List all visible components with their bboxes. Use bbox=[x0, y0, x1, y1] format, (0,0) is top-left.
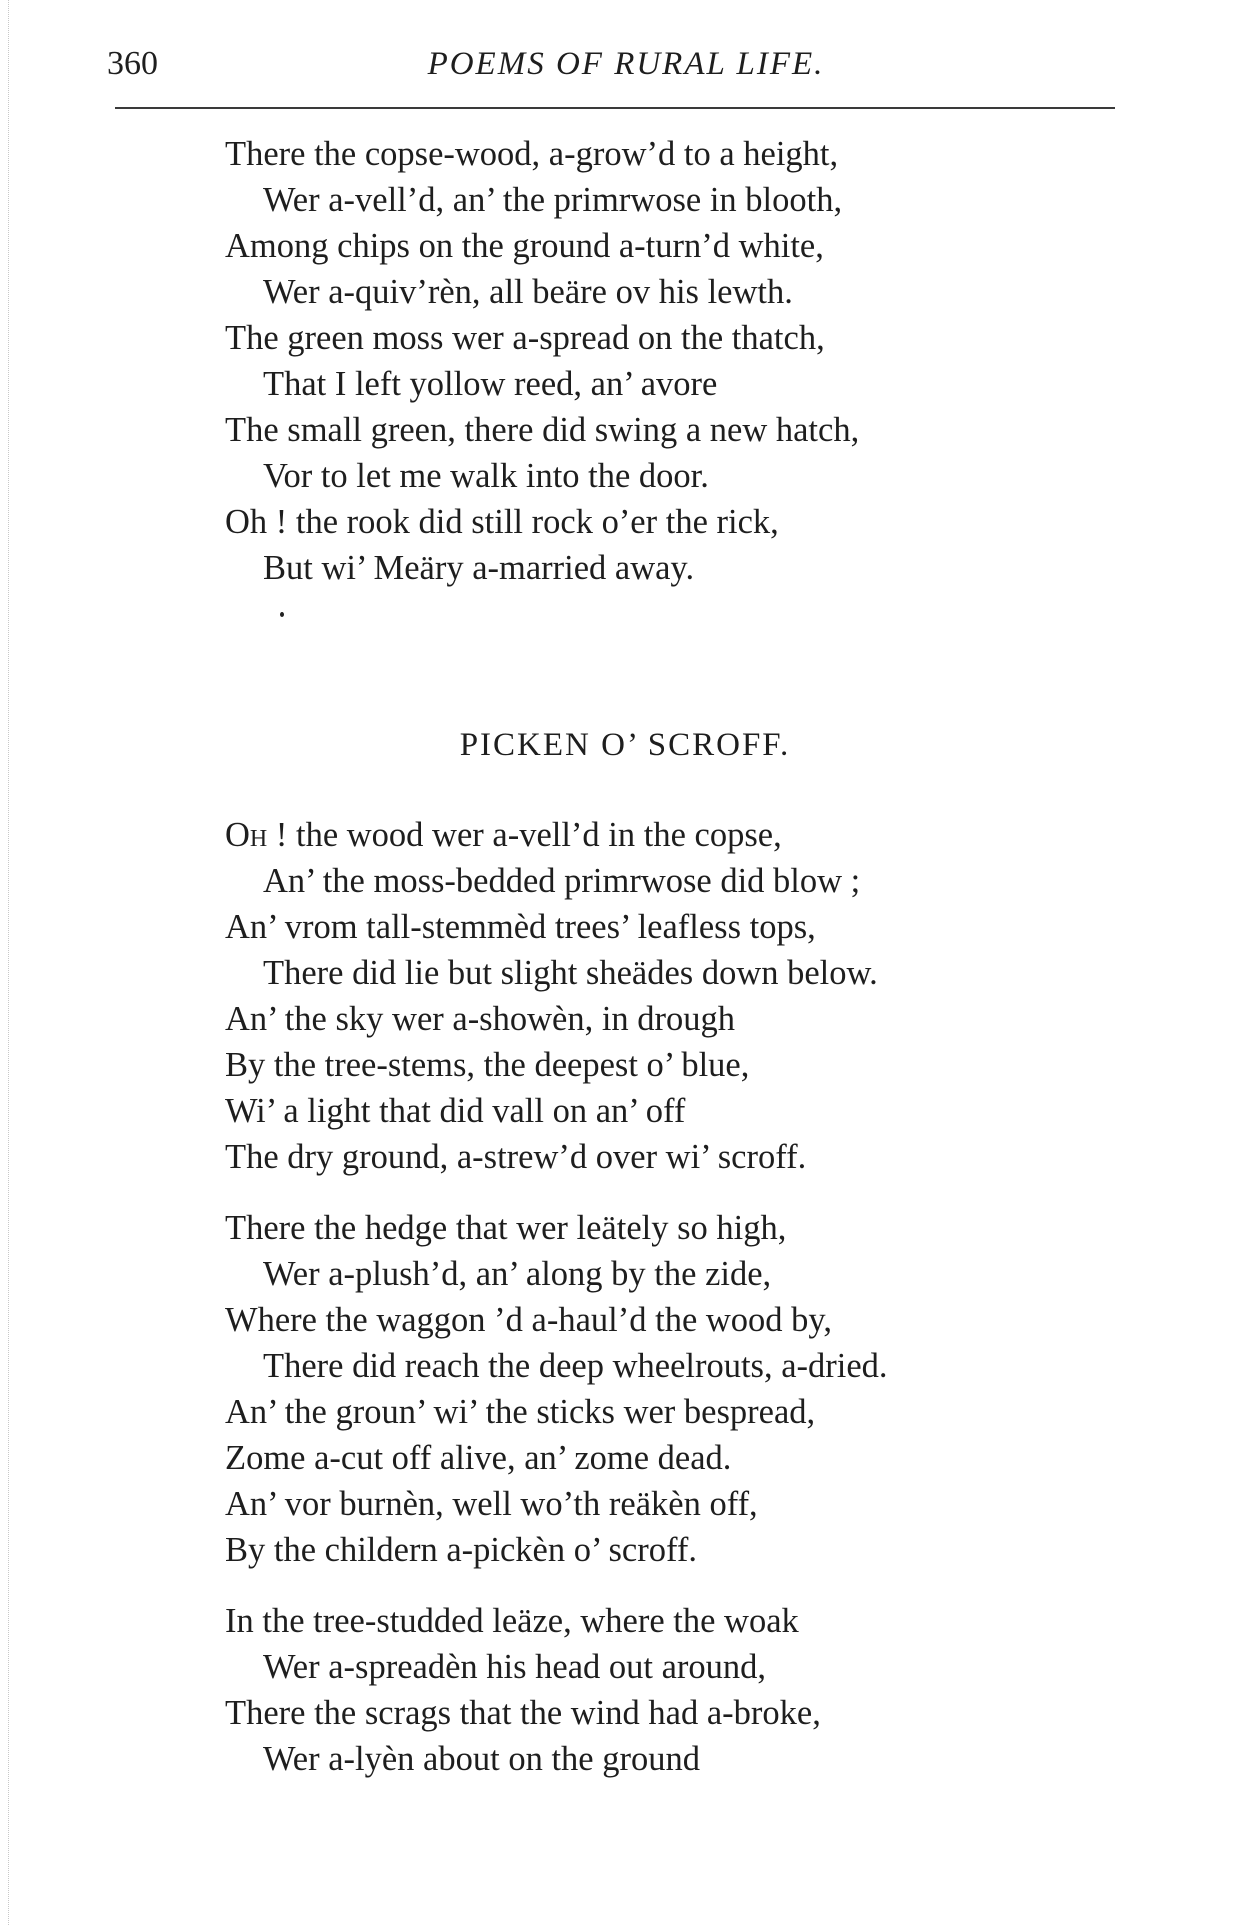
verse-line: But wi’ Meäry a-married away. bbox=[263, 549, 695, 587]
verse-line: There the hedge that wer leätely so high, bbox=[225, 1209, 787, 1247]
verse-line: By the tree-stems, the deepest o’ blue, bbox=[225, 1046, 750, 1084]
verse-line: Wer a-spreadèn his head out around, bbox=[263, 1648, 767, 1686]
verse-line: Among chips on the ground a-turn’d white, bbox=[225, 227, 824, 265]
verse-line: The green moss wer a-spread on the thatch, bbox=[225, 319, 825, 357]
verse-line: An’ vor burnèn, well wo’th reäkèn off, bbox=[225, 1485, 758, 1523]
stanza-2 bbox=[0, 1205, 1242, 1573]
poem-title: PICKEN O’ SCROFF. bbox=[459, 727, 791, 763]
verse-line: That I left yollow reed, an’ avore bbox=[263, 365, 718, 403]
verse-line-rest: ! the wood wer a-vell’d in the copse, bbox=[267, 816, 782, 854]
stanza-3 bbox=[0, 1598, 1242, 1782]
verse-line bbox=[0, 812, 1242, 858]
verse-line: Wer a-plush’d, an’ along by the zide, bbox=[263, 1255, 772, 1293]
verse-line: In the tree-studded leäze, where the woak bbox=[225, 1602, 799, 1640]
verse-line: Where the waggon ’d a-haul’d the wood by, bbox=[225, 1301, 833, 1339]
verse-line: There did reach the deep wheelrouts, a-dried. bbox=[263, 1347, 888, 1385]
verse-line: Oh ! the rook did still rock o’er the rick, bbox=[225, 503, 779, 541]
verse-line: The dry ground, a-strew’d over wi’ scroff. bbox=[225, 1138, 807, 1176]
verse-line: Wer a-vell’d, an’ the primrwose in blooth, bbox=[263, 181, 843, 219]
verse-line: There the copse-wood, a-grow’d to a height, bbox=[225, 135, 839, 173]
verse-line: Wi’ a light that did vall on an’ off bbox=[225, 1092, 686, 1130]
verse-line: There the scrags that the wind had a-broke, bbox=[225, 1694, 821, 1732]
verse-line: There did lie but slight sheädes down below. bbox=[263, 954, 878, 992]
header-rule bbox=[115, 107, 1115, 109]
verse-line: An’ the groun’ wi’ the sticks wer bespread, bbox=[225, 1393, 816, 1431]
verse-line: Wer a-quiv’rèn, all beäre ov his lewth. bbox=[263, 273, 793, 311]
verse-line: Vor to let me walk into the door. bbox=[263, 457, 709, 495]
verse-line: Wer a-lyèn about on the ground bbox=[263, 1740, 700, 1778]
verse-line: The small green, there did swing a new hatch, bbox=[225, 411, 860, 449]
verse-line: An’ vrom tall-stemmèd trees’ leafless tops, bbox=[225, 908, 816, 946]
page-number: 360 bbox=[107, 45, 158, 82]
previous-poem-ending bbox=[0, 131, 1242, 591]
verse-line: An’ the sky wer a-showèn, in drough bbox=[225, 1000, 736, 1038]
stanza-1 bbox=[0, 812, 1242, 1180]
verse-line: An’ the moss-bedded primrwose did blow ; bbox=[263, 862, 861, 900]
verse-line: By the childern a-pickèn o’ scroff. bbox=[225, 1531, 697, 1569]
verse-line: Zome a-cut off alive, an’ zome dead. bbox=[225, 1439, 732, 1477]
print-speck bbox=[280, 612, 284, 617]
opening-word: Oh bbox=[225, 816, 268, 854]
running-title: POEMS OF RURAL LIFE. bbox=[427, 46, 825, 82]
